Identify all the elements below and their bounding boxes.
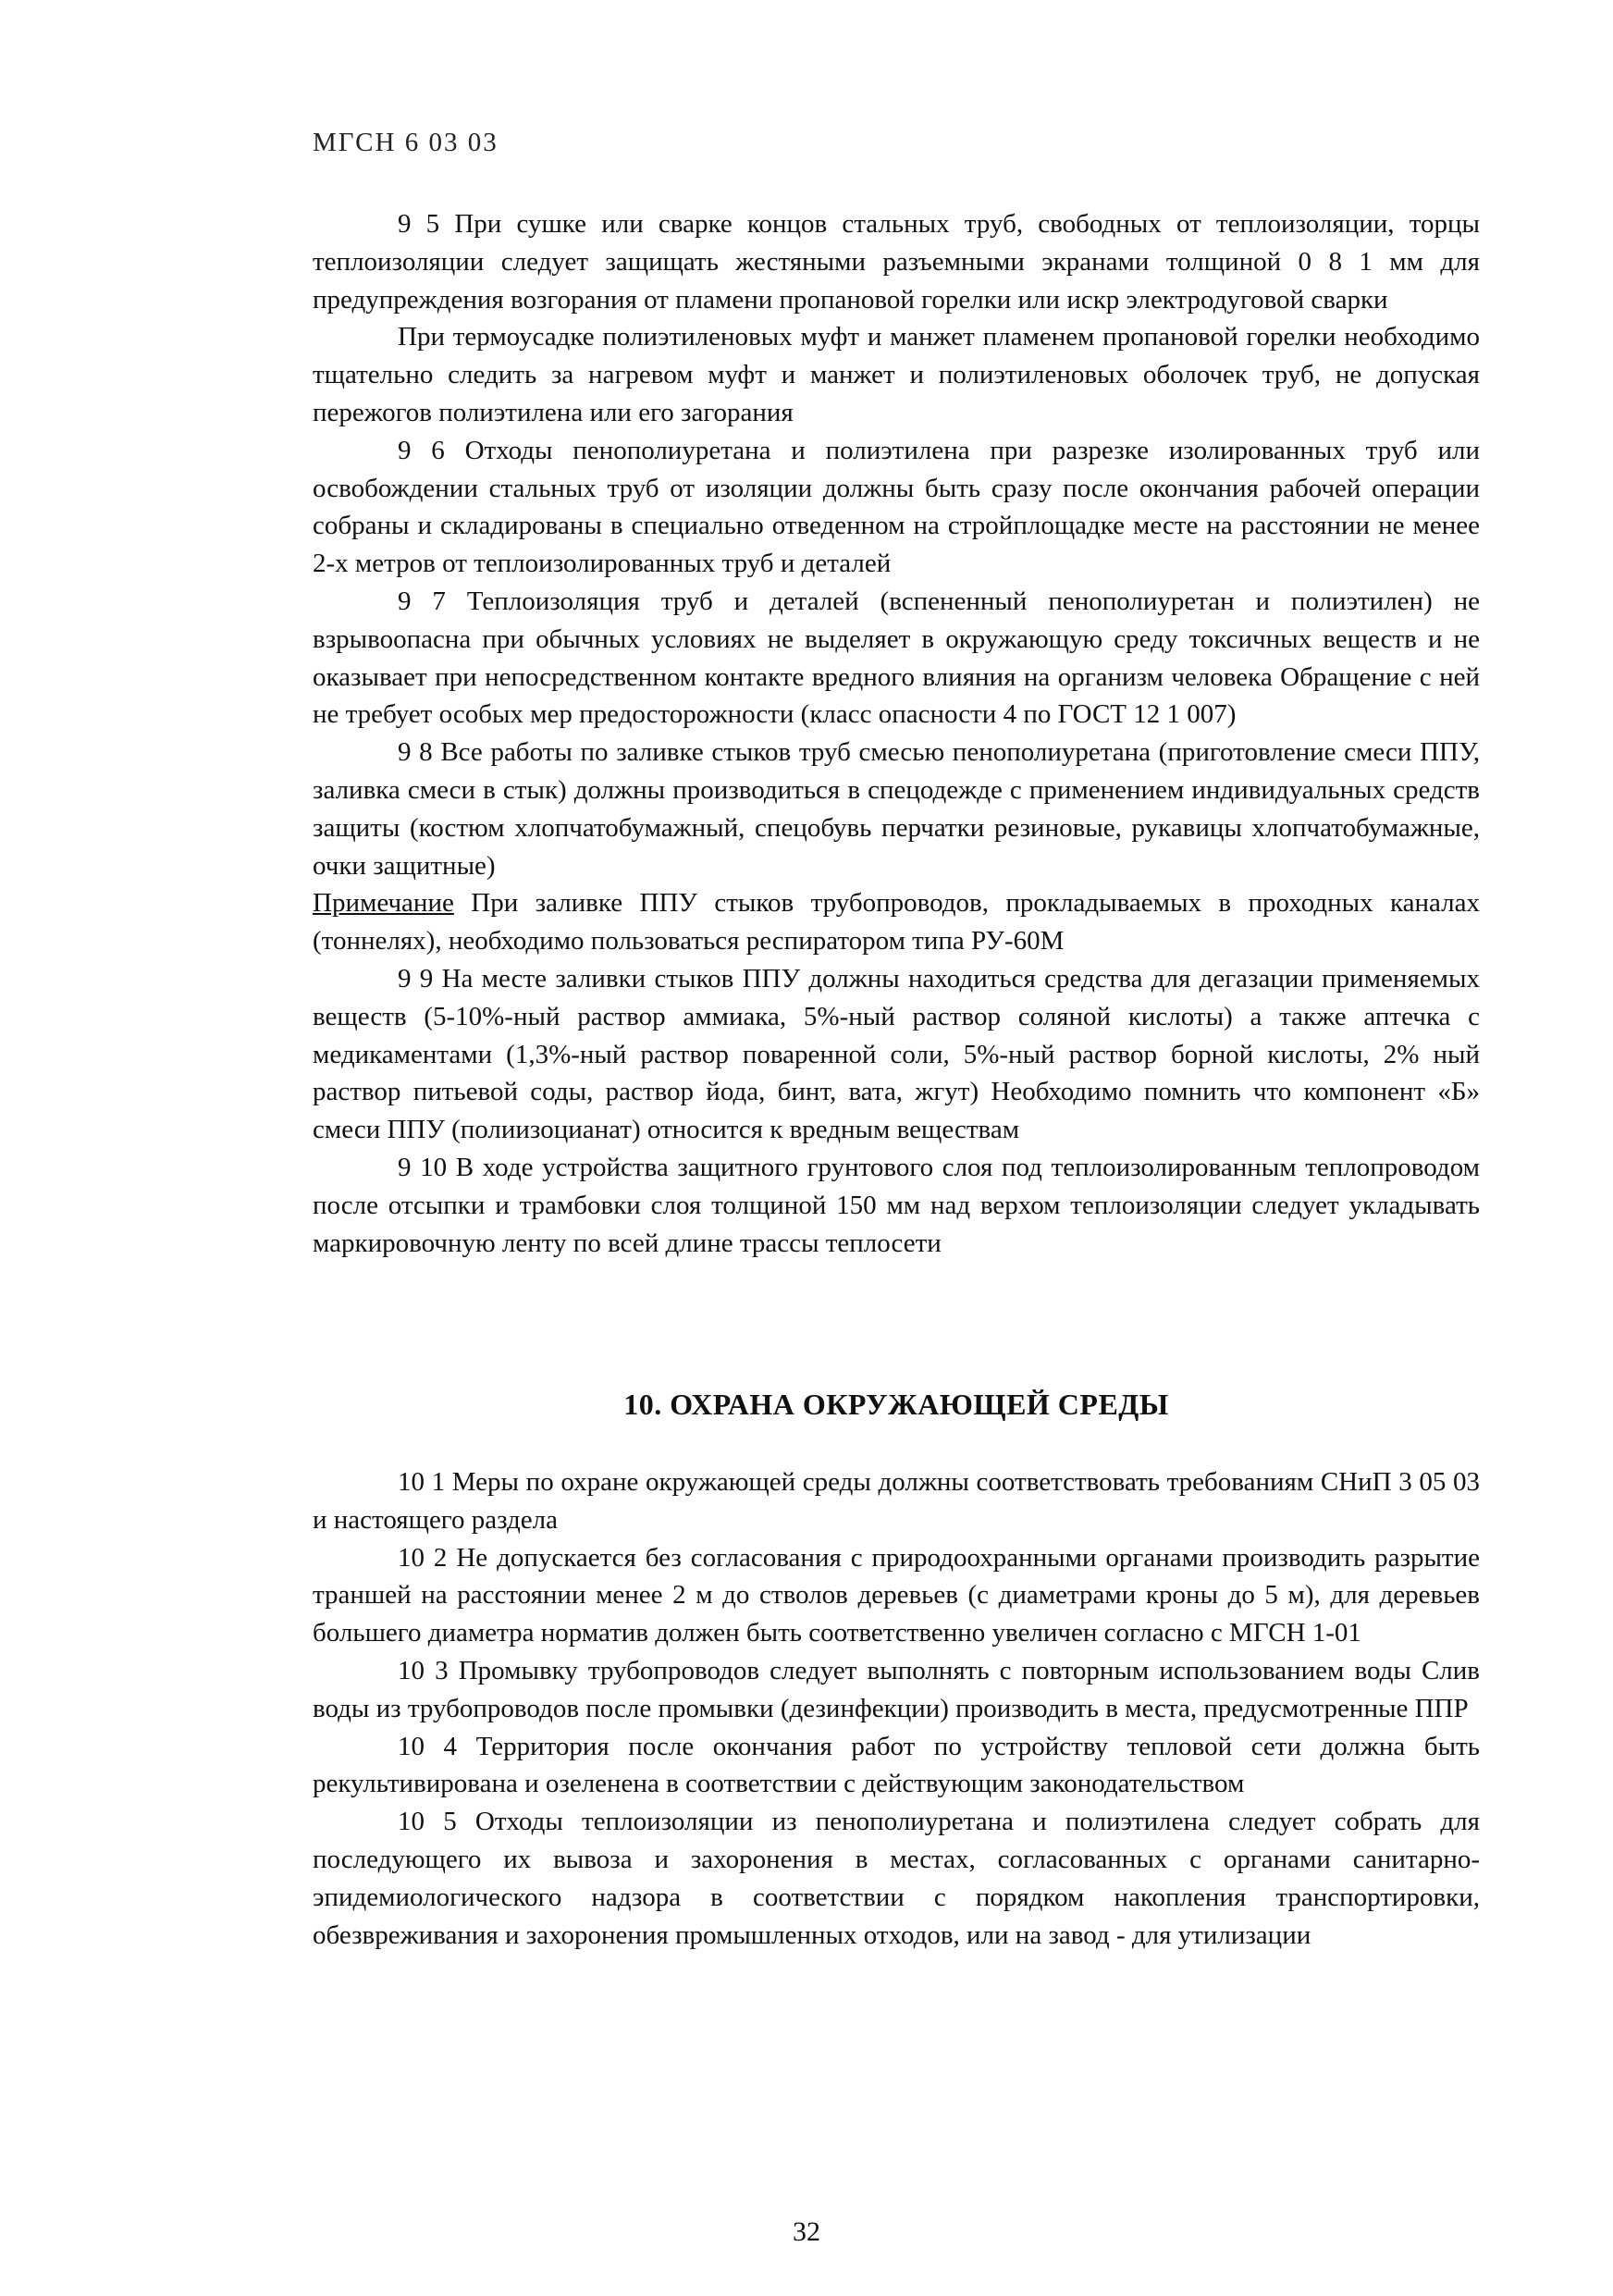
section-10-body: [313, 1463, 1480, 1954]
paragraph-9-5-heat-shrink: При термоусадке полиэтиленовых муфт и манжет пламенем пропановой горелки необходимо тщательно следить за нагревом муфт и манжет и полиэтиленовых оболочек труб, не допуская пережогов полиэтилена или его загорания: [313, 322, 1480, 427]
section-10-title: 10. ОХРАНА ОКРУЖАЮЩЕЙ СРЕДЫ: [623, 1388, 1169, 1421]
paragraph-9-10: 9 10 В ходе устройства защитного грунтового слоя под теплоизолированным теплопроводом после отсыпки и трамбовки слоя толщиной 150 мм над верхом теплоизоляции следует укладывать маркировочную ленту по всей длине трассы теплосети: [313, 1152, 1480, 1258]
paragraph-9-7: 9 7 Теплоизоляция труб и деталей (вспененный пенополиуретан и полиэтилен) не взрывоопасна при обычных условиях не выделяет в окружающую среду токсичных веществ и не оказывает при непосредственном контакте вредного влияния на организм человека Обращение с ней не требует особых мер предосторожности (класс опасности 4 по ГОСТ 12 1 007): [313, 586, 1480, 730]
paragraph-10-4: 10 4 Территория после окончания работ по устройству тепловой сети должна быть рекультивирована и озеленена в соответствии с действующим законодательством: [313, 1731, 1480, 1799]
paragraph-10-5: 10 5 Отходы теплоизоляции из пенополиуретана и полиэтилена следует собрать для последующего их вывоза и захоронения в местах, согласованных с органами санитарно-эпидемиологического надзора в соответствии с порядком накопления транспортировки, обезвреживания и захоронения промышленных отходов, или на завод - для утилизации: [313, 1807, 1480, 1950]
section-9-body: [313, 205, 1480, 1262]
paragraph-9-9: 9 9 На месте заливки стыков ППУ должны находиться средства для дегазации применяемых веществ (5-10%-ный раствор аммиака, 5%-ный раствор соляной кислоты) а также аптечка с медикаментами (1,3%-ный раствор поваренной соли, 5%-ный раствор борной кислоты, 2% ный раствор питьевой соды, раствор йода, бинт, вата, жгут) Необходимо помнить что компонент «Б» смеси ППУ (полиизоцианат) относится к вредным веществам: [313, 963, 1480, 1145]
paragraph-9-5: 9 5 При сушке или сварке концов стальных труб, свободных от теплоизоляции, торцы теплоизоляции следует защищать жестяными разъемными экранами толщиной 0 8 1 мм для предупреждения возгорания от пламени пропановой горелки или искр электродуговой сварки: [313, 209, 1480, 315]
paragraph-10-3: 10 3 Промывку трубопроводов следует выполнять с повторным использованием воды Слив воды из трубопроводов после промывки (дезинфекции) производить в места, предусмотренные ППР: [313, 1655, 1480, 1723]
note-label: Примечание: [313, 888, 454, 919]
paragraph-9-8: 9 8 Все работы по заливке стыков труб смесью пенополиуретана (приготовление смеси ППУ, заливка смеси в стык) должны производиться в спецодежде с применением индивидуальных средств защиты (костюм хлопчатобумажный, спецобувь перчатки резиновые, рукавицы хлопчатобумажные, очки защитные): [313, 737, 1480, 881]
paragraph-9-6: 9 6 Отходы пенополиуретана и полиэтилена при разрезке изолированных труб или освобождении стальных труб от изоляции должны быть сразу после окончания рабочей операции собраны и складированы в специально отведенном на стройплощадке месте на расстоянии не менее 2-х метров от теплоизолированных труб и деталей: [313, 435, 1480, 579]
note-paragraph: [313, 884, 1480, 960]
paragraph-10-2: 10 2 Не допускается без согласования с природоохранными органами производить разрытие траншей на расстоянии менее 2 м до стволов деревьев (с диаметрами кроны до 5 м), для деревьев большего диаметра норматив должен быть соответственно увеличен согласно с МГСН 1-01: [313, 1542, 1480, 1648]
document-code: МГСН 6 03 03: [313, 128, 499, 157]
paragraph-10-1: 10 1 Меры по охране окружающей среды должны соответствовать требованиям СНиП 3 05 03 и настоящего раздела: [313, 1467, 1480, 1535]
page-number: 32: [793, 2216, 820, 2247]
note-text: При заливке ППУ стыков трубопроводов, прокладываемых в проходных каналах (тоннелях), необходимо пользоваться респиратором типа РУ-60М: [313, 888, 1480, 957]
